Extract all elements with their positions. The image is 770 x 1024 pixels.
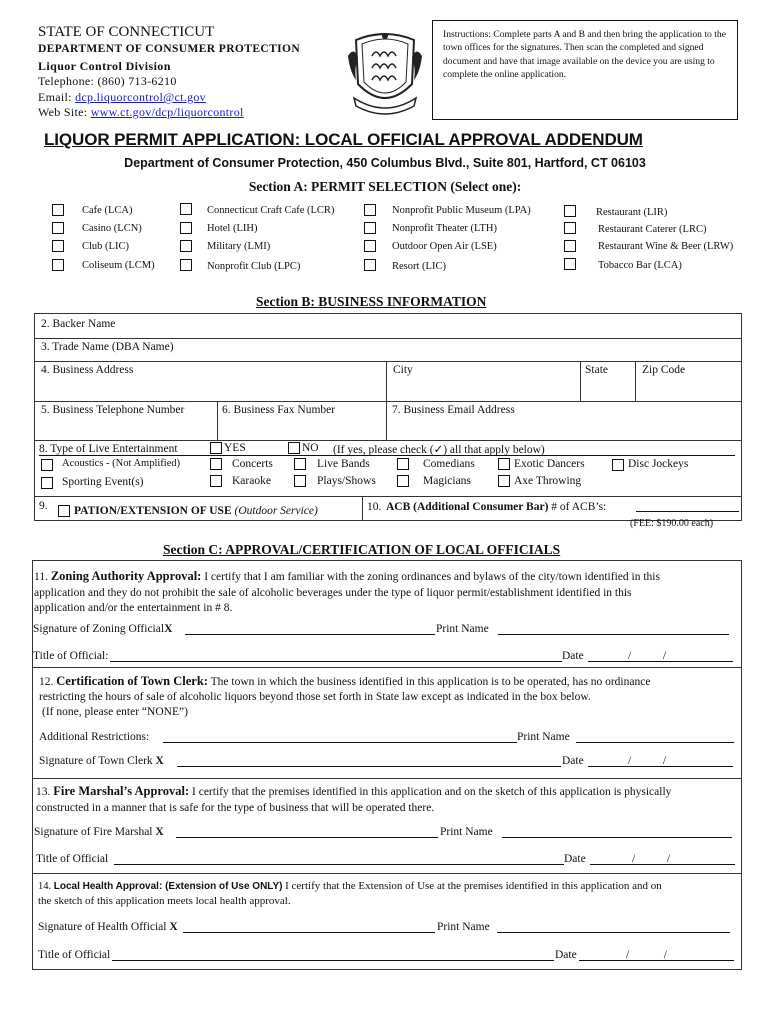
- header-state: STATE OF CONNECTICUT: [38, 24, 215, 40]
- permit-checkbox-club[interactable]: [52, 240, 64, 252]
- permit-label: Casino (LCN): [82, 223, 142, 234]
- business-email-input[interactable]: [388, 418, 740, 439]
- page-title: LIQUOR PERMIT APPLICATION: LOCAL OFFICIAL APPROVAL ADDENDUM: [44, 130, 643, 149]
- zoning-print-name-input[interactable]: [498, 634, 729, 635]
- additional-restrictions-label: Additional Restrictions:: [39, 731, 150, 743]
- ent-checkbox-exotic-dancers[interactable]: [498, 458, 510, 470]
- header-telephone: Telephone: (860) 713-6210: [38, 74, 177, 88]
- clerk-text-1: The town in which the business identified in this application is to be operated, has no ordinance: [210, 676, 651, 688]
- business-address-input[interactable]: [36, 378, 384, 399]
- health-title: Local Health Approval: (Extension of Use ONLY): [53, 881, 283, 892]
- ent-label: Comedians: [423, 458, 475, 470]
- permit-label: Hotel (LIH): [207, 223, 258, 234]
- live-ent-no-label: NO: [302, 442, 319, 454]
- item10-number: 10.: [367, 501, 382, 513]
- zoning-title-official-input[interactable]: [110, 661, 562, 662]
- item9-number: 9.: [39, 500, 48, 512]
- clerk-print-name-input[interactable]: [576, 742, 734, 743]
- clerk-num: 12.: [39, 676, 54, 688]
- ent-checkbox-comedians[interactable]: [397, 458, 409, 470]
- ent-checkbox-karaoke[interactable]: [210, 475, 222, 487]
- patio-extension-checkbox[interactable]: [58, 505, 70, 517]
- health-signature-input[interactable]: [183, 932, 435, 933]
- permit-label: Connecticut Craft Cafe (LCR): [207, 205, 335, 216]
- permit-label: Nonprofit Theater (LTH): [392, 223, 497, 234]
- clerk-signature-x: X: [155, 755, 164, 767]
- permit-checkbox-military[interactable]: [180, 240, 192, 252]
- ent-label: Acoustics - (Not Amplified): [62, 458, 181, 469]
- health-num: 14.: [38, 881, 52, 892]
- clerk-date-slashes: / /: [628, 755, 667, 767]
- fire-signature-label: [34, 826, 164, 838]
- health-print-name-input[interactable]: [497, 932, 730, 933]
- permit-checkbox-nonprofit-theater[interactable]: [364, 222, 376, 234]
- clerk-text-3: (If none, please enter “NONE”): [42, 706, 188, 718]
- header-email-link[interactable]: dcp.liquorcontrol@ct.gov: [75, 90, 206, 104]
- business-address-label: 4. Business Address: [41, 364, 134, 376]
- permit-checkbox-restaurant[interactable]: [564, 205, 576, 217]
- clerk-text-2: restricting the hours of sale of alcoholic liquors beyond those set forth in State law except as indicated in the box below.: [39, 691, 591, 703]
- zoning-signature-text: Signature of Zoning Official: [33, 623, 165, 635]
- header-email-label: Email:: [38, 90, 76, 104]
- instructions-text: Instructions: Complete parts A and B and then bring the application to the town offices for the signatures. Then scan the completed and signed document and have that image available on the device you are using to complete the online application.: [443, 29, 726, 81]
- fire-text-2: constructed in a manner that is safe for the type of business that will be operated there.: [36, 801, 435, 814]
- city-label: City: [393, 364, 413, 376]
- header-email-row: [38, 90, 206, 105]
- health-signature-text: Signature of Health Official: [38, 921, 167, 933]
- ent-label: Plays/Shows: [317, 475, 376, 487]
- health-date-label: Date: [555, 949, 577, 961]
- permit-checkbox-cafe[interactable]: [52, 204, 64, 216]
- zoning-text-1: I certify that I am familiar with the zoning ordinances and bylaws of the city/town identified in this: [204, 571, 660, 583]
- permit-checkbox-hotel[interactable]: [180, 222, 192, 234]
- zoning-text-3: application and/or the entertainment in # 8.: [34, 602, 233, 614]
- zoning-signature-x: X: [164, 623, 173, 635]
- ent-label: Concerts: [232, 458, 273, 470]
- ent-checkbox-sporting-events[interactable]: [41, 477, 53, 489]
- business-fax-label: 6. Business Fax Number: [222, 404, 336, 416]
- ent-checkbox-plays-shows[interactable]: [294, 475, 306, 487]
- permit-label: Outdoor Open Air (LSE): [392, 241, 497, 252]
- permit-label: Club (LIC): [82, 241, 129, 252]
- zoning-signature-label: [33, 623, 172, 635]
- acb-row: [386, 501, 606, 513]
- additional-restrictions-input[interactable]: [163, 742, 517, 743]
- permit-label: Cafe (LCA): [82, 205, 133, 216]
- fire-signature-text: Signature of Fire Marshal: [34, 826, 153, 838]
- trade-name-label: 3. Trade Name (DBA Name): [41, 341, 174, 353]
- fire-date-slashes: / /: [632, 853, 671, 865]
- town-clerk-text: [39, 674, 739, 720]
- department-address: Department of Consumer Protection, 450 Columbus Blvd., Suite 801, Hartford, CT 06103: [124, 156, 646, 170]
- business-fax-input[interactable]: [219, 418, 384, 439]
- zoning-signature-input[interactable]: [185, 634, 435, 635]
- zoning-approval-text: [34, 569, 739, 617]
- ent-label: Live Bands: [317, 458, 370, 470]
- acb-count-label: # of ACB’s:: [551, 501, 607, 513]
- live-ent-instruction: (If yes, please check (✓) all that apply below): [333, 444, 545, 456]
- zoning-text-2: application and they do not prohibit the sale of alcoholic beverages under the type of liquor permit/establishment identified in this: [34, 586, 632, 599]
- clerk-signature-label: [39, 755, 164, 767]
- health-text-2: the sketch of this application meets local health approval.: [38, 895, 291, 907]
- fire-num: 13.: [36, 786, 51, 798]
- permit-checkbox-resort[interactable]: [364, 259, 376, 271]
- zip-label: Zip Code: [642, 364, 686, 376]
- fire-marshal-text: [36, 784, 740, 816]
- ent-checkbox-axe-throwing[interactable]: [498, 475, 510, 487]
- ent-label: Sporting Event(s): [62, 476, 144, 488]
- permit-checkbox-nonprofit-museum[interactable]: [364, 204, 376, 216]
- section-c-heading: Section C: APPROVAL/CERTIFICATION OF LOCAL OFFICIALS: [163, 542, 561, 557]
- section-a-heading: Section A: PERMIT SELECTION (Select one):: [248, 179, 522, 194]
- permit-label: Nonprofit Club (LPC): [207, 261, 301, 272]
- clerk-signature-text: Signature of Town Clerk: [39, 755, 153, 767]
- health-signature-x: X: [169, 921, 178, 933]
- header-website-row: [38, 105, 244, 120]
- permit-checkbox-coliseum[interactable]: [52, 259, 64, 271]
- zoning-print-name-label: Print Name: [436, 623, 489, 635]
- header-website-link[interactable]: www.ct.gov/dcp/liquorcontrol: [90, 105, 244, 119]
- state-input[interactable]: [582, 378, 633, 399]
- header-website-label: Web Site:: [38, 105, 91, 119]
- permit-label: Restaurant Wine & Beer (LRW): [598, 241, 734, 252]
- fire-print-name-label: Print Name: [440, 826, 493, 838]
- fire-text-1: I certify that the premises identified in this application and on the sketch of this application is physically: [192, 786, 672, 798]
- health-signature-label: [38, 921, 178, 933]
- fire-title: Fire Marshal’s Approval:: [53, 784, 190, 798]
- health-approval-text: [38, 879, 738, 909]
- clerk-signature-input[interactable]: [177, 766, 561, 767]
- live-ent-underline: [39, 455, 735, 456]
- ent-checkbox-acoustics[interactable]: [41, 459, 53, 471]
- fire-title-official-label: Title of Official: [36, 853, 109, 865]
- patio-extension-label: PATION/EXTENSION OF USE: [74, 505, 232, 517]
- health-print-name-label: Print Name: [437, 921, 490, 933]
- clerk-date-label: Date: [562, 755, 584, 767]
- section-b-heading: Section B: BUSINESS INFORMATION: [256, 294, 487, 309]
- state-seal-logo: [344, 26, 426, 118]
- zip-input[interactable]: [637, 378, 740, 399]
- zoning-num: 11.: [34, 571, 48, 583]
- live-entertainment-label: 8. Type of Live Entertainment: [39, 443, 178, 455]
- health-title-official-input[interactable]: [112, 960, 554, 961]
- patio-extension-sub: (Outdoor Service): [234, 505, 318, 517]
- clerk-title: Certification of Town Clerk:: [56, 674, 208, 688]
- backer-name-input[interactable]: [160, 314, 740, 337]
- fire-title-official-input[interactable]: [114, 864, 564, 865]
- zoning-date-slashes: / /: [628, 650, 667, 662]
- health-text-1: I certify that the Extension of Use at the premises identified in this application and on: [285, 880, 662, 892]
- permit-checkbox-restaurant-caterer[interactable]: [564, 222, 576, 234]
- acb-label: ACB (Additional Consumer Bar): [386, 501, 549, 513]
- ent-checkbox-concerts[interactable]: [210, 458, 222, 470]
- permit-label: Restaurant Caterer (LRC): [598, 224, 707, 235]
- fire-signature-x: X: [155, 826, 164, 838]
- permit-checkbox-nonprofit-club[interactable]: [180, 259, 192, 271]
- ent-checkbox-live-bands[interactable]: [294, 458, 306, 470]
- permit-label: Coliseum (LCM): [82, 260, 155, 271]
- patio-extension-row: [74, 505, 318, 517]
- city-input[interactable]: [388, 378, 578, 399]
- live-ent-no-checkbox[interactable]: [288, 442, 300, 454]
- fire-signature-input[interactable]: [176, 837, 438, 838]
- fire-print-name-input[interactable]: [502, 837, 732, 838]
- permit-label: Military (LMI): [207, 241, 271, 252]
- zoning-date-label: Date: [562, 650, 584, 662]
- live-ent-yes-label: YES: [224, 442, 246, 454]
- permit-label: Resort (LIC): [392, 261, 446, 272]
- state-label: State: [585, 364, 608, 376]
- permit-label: Nonprofit Public Museum (LPA): [392, 205, 531, 216]
- permit-checkbox-tobacco-bar[interactable]: [564, 258, 576, 270]
- trade-name-input[interactable]: [200, 339, 740, 360]
- business-email-label: 7. Business Email Address: [392, 404, 515, 416]
- permit-label: Restaurant (LIR): [596, 207, 668, 218]
- permit-checkbox-ct-craft-cafe[interactable]: [180, 203, 192, 215]
- header-department: DEPARTMENT OF CONSUMER PROTECTION: [38, 43, 301, 55]
- permit-checkbox-restaurant-wine-beer[interactable]: [564, 240, 576, 252]
- ent-label: Disc Jockeys: [628, 458, 689, 470]
- zoning-title: Zoning Authority Approval:: [50, 569, 202, 583]
- ent-checkbox-disc-jockeys[interactable]: [612, 459, 624, 471]
- live-ent-yes-checkbox[interactable]: [210, 442, 222, 454]
- zoning-title-official-label: Title of Official:: [33, 650, 109, 662]
- health-title-official-label: Title of Official: [38, 949, 111, 961]
- business-phone-label: 5. Business Telephone Number: [41, 404, 185, 416]
- backer-name-label: 2. Backer Name: [41, 318, 116, 330]
- fire-date-label: Date: [564, 853, 586, 865]
- permit-checkbox-outdoor-open-air[interactable]: [364, 240, 376, 252]
- business-phone-input[interactable]: [36, 418, 215, 439]
- permit-checkbox-casino[interactable]: [52, 222, 64, 234]
- clerk-print-name-label: Print Name: [517, 731, 570, 743]
- health-date-slashes: / /: [626, 949, 667, 961]
- permit-label: Tobacco Bar (LCA): [598, 260, 682, 271]
- ent-label: Karaoke: [232, 475, 271, 487]
- ent-label: Axe Throwing: [514, 475, 582, 487]
- ent-checkbox-magicians[interactable]: [397, 475, 409, 487]
- ent-label: Exotic Dancers: [514, 458, 585, 470]
- acb-count-input[interactable]: [636, 511, 739, 512]
- acb-fee: (FEE: $190.00 each): [630, 518, 714, 529]
- header-division: Liquor Control Division: [38, 59, 171, 73]
- ent-label: Magicians: [423, 475, 471, 487]
